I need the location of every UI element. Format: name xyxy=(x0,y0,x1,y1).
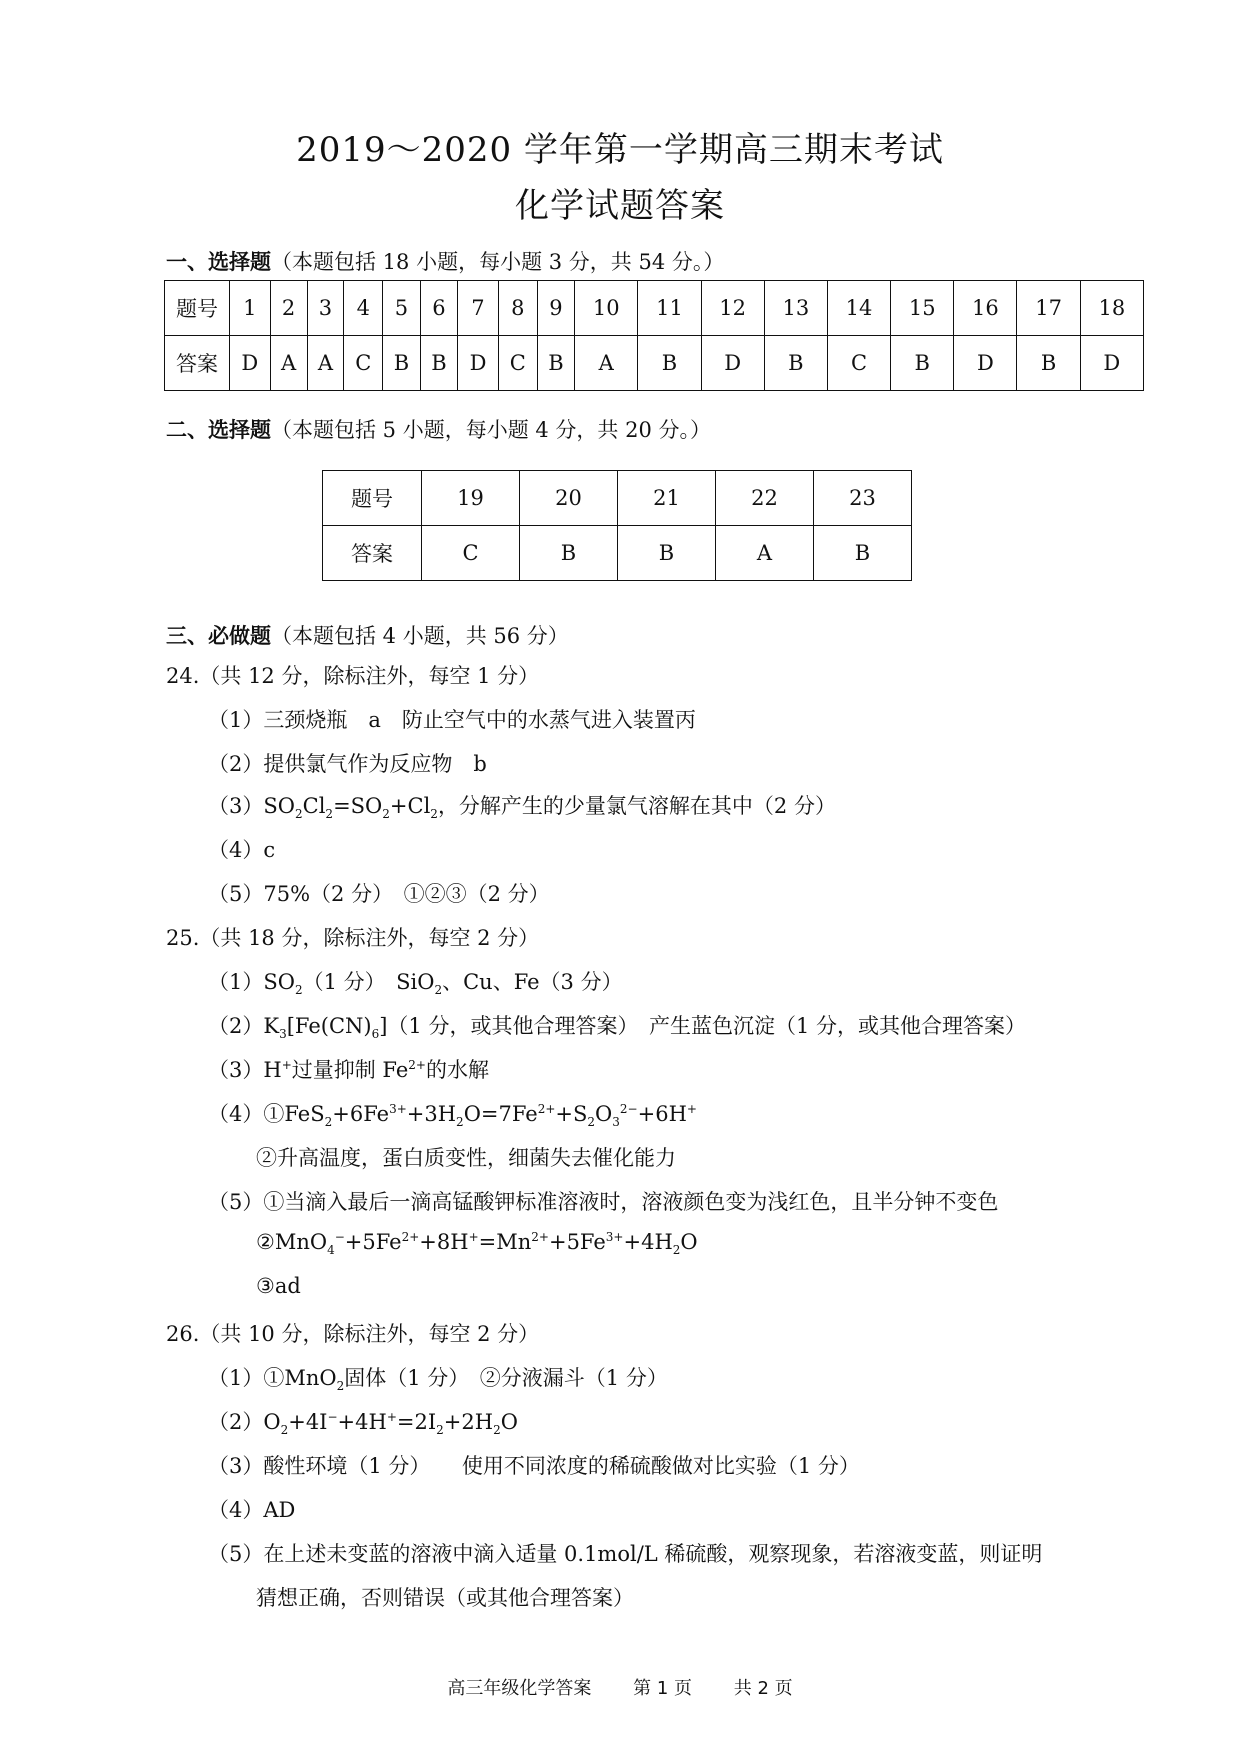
table1-row-label-answer: 答案 xyxy=(165,336,230,391)
table2-answer-cell: B xyxy=(814,526,912,581)
inline-text: ，分解产生的少量氯气溶解在其中（2 分） xyxy=(437,794,836,818)
inline-text: 、Cu、Fe（3 分） xyxy=(442,970,623,994)
subscript-text: 2 xyxy=(434,983,443,998)
section2-heading-label: 二、选择题 xyxy=(166,418,271,442)
inline-text: O xyxy=(680,1230,698,1254)
table1-question-number: 1 xyxy=(230,281,271,336)
footer-page-number: 第 1 页 xyxy=(633,1678,692,1699)
inline-text: ②MnO xyxy=(256,1230,328,1254)
q26-line1 xyxy=(208,1362,668,1393)
table1-answer-cell: D xyxy=(230,336,271,391)
inline-text: SO xyxy=(263,794,295,818)
table1-answer-cell: D xyxy=(954,336,1017,391)
inline-text: （4）①FeS xyxy=(208,1102,325,1126)
table2-question-number: 20 xyxy=(520,471,618,526)
table2-answer-cell: B xyxy=(618,526,716,581)
section2-heading xyxy=(166,414,711,444)
inline-text: 固体（1 分） ②分液漏斗（1 分） xyxy=(344,1366,668,1390)
table1-question-number: 16 xyxy=(954,281,1017,336)
q24-line5: （5）75%（2 分） ①②③（2 分） xyxy=(208,882,550,906)
section3-note: （本题包括 4 小题，共 56 分） xyxy=(271,624,569,648)
inline-text: （1）SO xyxy=(208,970,295,994)
inline-text: +S xyxy=(555,1102,588,1126)
inline-text: （2）O xyxy=(208,1410,281,1434)
inline-text: ]（1 分，或其他合理答案） 产生蓝色沉淀（1 分，或其他合理答案） xyxy=(379,1014,1026,1038)
inline-text: +5Fe xyxy=(344,1230,402,1254)
inline-text: （1 分） SiO xyxy=(302,970,435,994)
subscript-text: 2 xyxy=(382,807,390,822)
table1-answer-cell: A xyxy=(575,336,638,391)
q25-line5-3: ③ad xyxy=(256,1274,301,1298)
page-footer xyxy=(0,1674,1240,1700)
section1-heading-label: 一、选择题 xyxy=(166,250,271,274)
table2-answer-row xyxy=(323,526,912,581)
subscript-text: 6 xyxy=(371,1027,380,1042)
inline-text: +4H xyxy=(337,1410,387,1434)
section2-note: （本题包括 5 小题，每小题 4 分，共 20 分。） xyxy=(271,418,711,442)
table2-question-number: 23 xyxy=(814,471,912,526)
q25-line4-2: ②升高温度，蛋白质变性，细菌失去催化能力 xyxy=(256,1146,676,1170)
superscript-text: 2− xyxy=(619,1102,638,1116)
table1-answer-cell: B xyxy=(1017,336,1080,391)
section3-heading xyxy=(166,620,569,650)
inline-text: +4I xyxy=(288,1410,328,1434)
inline-text: +2H xyxy=(443,1410,494,1434)
superscript-text: 2+ xyxy=(531,1230,549,1244)
subscript-text: 3 xyxy=(279,1027,287,1042)
q24-line4: （4）c xyxy=(208,838,276,862)
inline-text: （3）H xyxy=(208,1058,282,1082)
table1-answer-row xyxy=(165,336,1144,391)
superscript-text: + xyxy=(386,1410,397,1424)
inline-text: （3） xyxy=(208,794,264,818)
table1-question-number: 8 xyxy=(498,281,537,336)
table1-question-number: 3 xyxy=(307,281,344,336)
section1-heading xyxy=(166,246,724,276)
table1-row-label-number: 题号 xyxy=(165,281,230,336)
table1-answer-cell: B xyxy=(764,336,827,391)
superscript-text: 2+ xyxy=(537,1102,556,1116)
superscript-text: − xyxy=(334,1230,345,1244)
inline-text: +6H xyxy=(637,1102,687,1126)
subscript-text: 2 xyxy=(672,1243,681,1258)
table2-row-label-answer: 答案 xyxy=(323,526,422,581)
superscript-text: − xyxy=(327,1410,338,1424)
table1-answer-cell: A xyxy=(307,336,344,391)
subscript-text: 2 xyxy=(280,1423,289,1438)
subscript-text: 2 xyxy=(294,983,303,998)
table1-question-number: 2 xyxy=(270,281,307,336)
section3-heading-label: 三、必做题 xyxy=(166,624,271,648)
table2-question-number: 21 xyxy=(618,471,716,526)
subscript-text: 2 xyxy=(493,1423,501,1438)
q25-line5-1: （5）①当滴入最后一滴高锰酸钾标准溶液时，溶液颜色变为浅红色，且半分钟不变色 xyxy=(208,1190,999,1214)
table2-number-row xyxy=(323,471,912,526)
q24-line3 xyxy=(208,790,836,821)
table1-question-number: 6 xyxy=(420,281,457,336)
q26-line5-2: 猜想正确，否则错误（或其他合理答案） xyxy=(256,1586,634,1610)
q24-title: 24.（共 12 分，除标注外，每空 1 分） xyxy=(166,664,540,688)
inline-text: O xyxy=(500,1410,518,1434)
table1-question-number: 4 xyxy=(344,281,383,336)
table1-answer-cell: B xyxy=(383,336,420,391)
table1-answer-cell: D xyxy=(701,336,764,391)
q25-line2 xyxy=(208,1010,1026,1041)
inline-text: Cl xyxy=(302,794,326,818)
footer-label: 高三年级化学答案 xyxy=(447,1678,592,1699)
superscript-text: 2+ xyxy=(408,1058,426,1072)
table1-question-number: 18 xyxy=(1080,281,1143,336)
table1-number-row xyxy=(165,281,1144,336)
answer-table-1 xyxy=(164,280,1144,391)
table1-question-number: 12 xyxy=(701,281,764,336)
inline-text: +4H xyxy=(623,1230,673,1254)
subscript-text: 2 xyxy=(336,1379,345,1394)
q25-line1 xyxy=(208,966,623,997)
q25-line3 xyxy=(208,1054,489,1084)
subscript-text: 2 xyxy=(456,1115,464,1130)
table2-answer-cell: A xyxy=(716,526,814,581)
table1-answer-cell: B xyxy=(638,336,701,391)
subscript-text: 2 xyxy=(294,807,303,822)
answer-table-2 xyxy=(322,470,912,581)
q25-line5-2 xyxy=(256,1230,698,1257)
superscript-text: 3+ xyxy=(389,1102,407,1116)
superscript-text: 2+ xyxy=(401,1230,420,1244)
q26-line3: （3）酸性环境（1 分） 使用不同浓度的稀硫酸做对比实验（1 分） xyxy=(208,1454,860,1478)
q26-line4: （4）AD xyxy=(208,1498,296,1522)
table2-answer-cell: B xyxy=(520,526,618,581)
inline-text: +8H xyxy=(419,1230,469,1254)
table2-row-label-number: 题号 xyxy=(323,471,422,526)
table1-question-number: 14 xyxy=(827,281,890,336)
inline-text: =SO xyxy=(333,794,383,818)
q25-title: 25.（共 18 分，除标注外，每空 2 分） xyxy=(166,926,540,950)
superscript-text: 3+ xyxy=(605,1230,624,1244)
inline-text: （1）①MnO xyxy=(208,1366,337,1390)
subscript-text: 2 xyxy=(430,807,438,822)
table1-question-number: 15 xyxy=(891,281,954,336)
q25-line4 xyxy=(208,1098,697,1129)
table1-answer-cell: B xyxy=(891,336,954,391)
superscript-text: + xyxy=(686,1102,697,1116)
table1-answer-cell: B xyxy=(537,336,574,391)
q24-line1: （1）三颈烧瓶 a 防止空气中的水蒸气进入装置丙 xyxy=(208,708,696,732)
inline-text: =2I xyxy=(396,1410,437,1434)
table1-question-number: 5 xyxy=(383,281,420,336)
subscript-text: 3 xyxy=(612,1115,620,1130)
table1-answer-cell: C xyxy=(498,336,537,391)
inline-text: =Mn xyxy=(478,1230,532,1254)
subscript-text: 2 xyxy=(324,1115,333,1130)
q26-title: 26.（共 10 分，除标注外，每空 2 分） xyxy=(166,1322,540,1346)
table1-question-number: 10 xyxy=(575,281,638,336)
q24-line2: （2）提供氯气作为反应物 b xyxy=(208,752,487,776)
q26-line5-1: （5）在上述未变蓝的溶液中滴入适量 0.1mol/L 稀硫酸，观察现象，若溶液变蓝，则证明 xyxy=(208,1542,1043,1566)
table1-answer-cell: D xyxy=(1080,336,1143,391)
superscript-text: + xyxy=(468,1230,479,1244)
table1-answer-cell: B xyxy=(420,336,457,391)
table1-answer-cell: C xyxy=(344,336,383,391)
subscript-text: 2 xyxy=(587,1115,596,1130)
table1-question-number: 11 xyxy=(638,281,701,336)
inline-text: +Cl xyxy=(389,794,431,818)
table1-answer-cell: C xyxy=(827,336,890,391)
table1-question-number: 13 xyxy=(764,281,827,336)
table1-answer-cell: A xyxy=(270,336,307,391)
table1-question-number: 9 xyxy=(537,281,574,336)
page-subtitle: 化学试题答案 xyxy=(515,186,725,226)
inline-text: O xyxy=(595,1102,613,1126)
table2-question-number: 22 xyxy=(716,471,814,526)
inline-text: +6Fe xyxy=(332,1102,390,1126)
subscript-text: 4 xyxy=(327,1243,335,1258)
table2-question-number: 19 xyxy=(422,471,520,526)
q26-line2 xyxy=(208,1406,518,1437)
section1-note: （本题包括 18 小题，每小题 3 分，共 54 分。） xyxy=(271,250,725,274)
inline-text: （2）K xyxy=(208,1014,280,1038)
table2-answer-cell: C xyxy=(422,526,520,581)
inline-text: [Fe(CN) xyxy=(286,1014,372,1038)
superscript-text: + xyxy=(281,1058,292,1072)
inline-text: +5Fe xyxy=(548,1230,606,1254)
inline-text: +3H xyxy=(406,1102,457,1126)
inline-text: 的水解 xyxy=(425,1058,489,1082)
subscript-text: 2 xyxy=(436,1423,444,1438)
footer-total-pages: 共 2 页 xyxy=(733,1678,793,1699)
table1-question-number: 7 xyxy=(458,281,499,336)
page-title: 2019～2020 学年第一学期高三期末考试 xyxy=(296,130,944,170)
subscript-text: 2 xyxy=(325,807,334,822)
inline-text: 过量抑制 Fe xyxy=(291,1058,409,1082)
table1-answer-cell: D xyxy=(458,336,499,391)
inline-text: O=7Fe xyxy=(463,1102,538,1126)
table1-question-number: 17 xyxy=(1017,281,1080,336)
